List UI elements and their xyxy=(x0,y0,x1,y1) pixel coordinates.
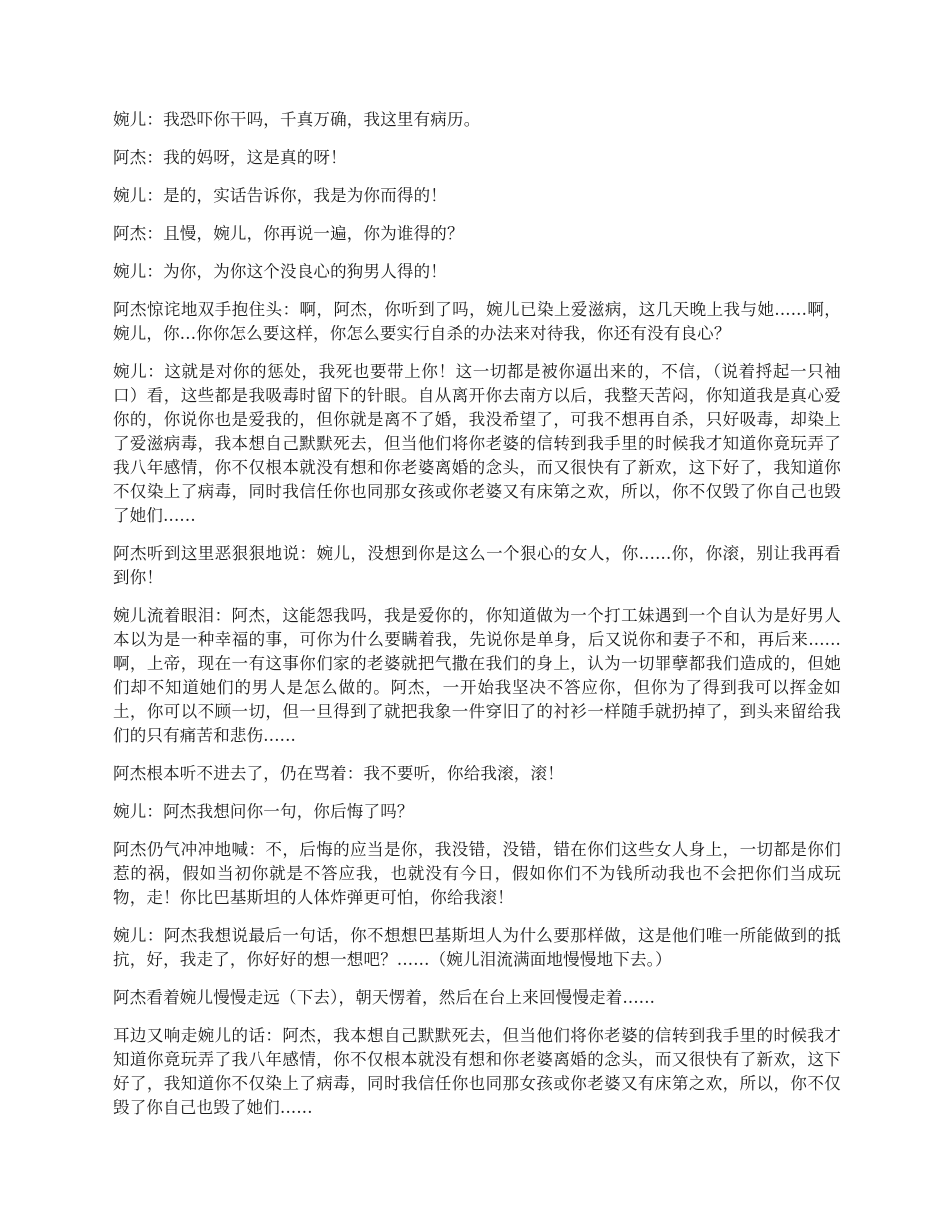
paragraph: 阿杰惊诧地双手抱住头：啊，阿杰，你听到了吗，婉儿已染上爱滋病，这几天晚上我与她......啊，婉儿，你...你你怎么要这样，你怎么要实行自杀的办法来对待我，你还有没有良心？ xyxy=(113,300,841,343)
paragraph: 婉儿：这就是对你的惩处，我死也要带上你！这一切都是被你逼出来的，不信，（说着捋起一只袖口）看，这些都是我吸毒时留下的针眼。自从离开你去南方以后，我整天苦闷，你知道我是真心爱你的，你说你也是爱我的，但你就是离不了婚，我没希望了，可我不想再自杀，只好吸毒，却染上了爱滋病毒，我本想自己默默死去，但当他们将你老婆的信转到我手里的时候我才知道你竟玩弄了我八年感情，你不仅根本就没有想和你老婆离婚的念头，而又很快有了新欢，这下好了，我知道你不仅染上了病毒，同时我信任你也同那女孩或你老婆又有床第之欢，所以，你不仅毁了你自己也毁了她们...... xyxy=(113,362,841,525)
paragraph: 婉儿：是的，实话告诉你，我是为你而得的！ xyxy=(113,186,447,205)
paragraph: 婉儿：为你，为你这个没良心的狗男人得的！ xyxy=(113,262,447,281)
paragraph: 阿杰听到这里恶狠狠地说：婉儿，没想到你是这么一个狠心的女人，你......你，你滚，别让我再看到你！ xyxy=(113,544,841,587)
paragraph: 婉儿：阿杰我想说最后一句话，你不想想巴基斯坦人为什么要那样做，这是他们唯一所能做到的抵抗，好，我走了，你好好的想一想吧？......（婉儿泪流满面地慢慢地下去。） xyxy=(113,926,841,969)
paragraph: 阿杰：且慢，婉儿，你再说一遍，你为谁得的？ xyxy=(113,224,464,243)
paragraph: 耳边又响走婉儿的话：阿杰，我本想自己默默死去，但当他们将你老婆的信转到我手里的时候我才知道你竟玩弄了我八年感情，你不仅根本就没有想和你老婆离婚的念头，而又很快有了新欢，这下好了，我知道你不仅染上了病毒，同时我信任你也同那女孩或你老婆又有床第之欢，所以，你不仅毁了你自己也毁了她们...... xyxy=(113,1026,841,1117)
paragraph: 阿杰根本听不进去了，仍在骂着：我不要听，你给我滚，滚！ xyxy=(113,764,564,783)
document-body xyxy=(113,108,841,1134)
paragraph: 婉儿流着眼泪：阿杰，这能怨我吗，我是爱你的，你知道做为一个打工妹遇到一个自认为是好男人本以为是一种幸福的事，可你为什么要瞒着我，先说你是单身，后又说你和妻子不和，再后来......啊，上帝，现在一有这事你们家的老婆就把气撒在我们的身上，认为一切罪孽都我们造成的，但她们却不知道她们的男人是怎么做的。阿杰，一开始我坚决不答应你，但你为了得到我可以挥金如土，你可以不顾一切，但一旦得到了就把我象一件穿旧了的衬衫一样随手就扔掉了，到头来留给我们的只有痛苦和悲伤...... xyxy=(113,606,841,745)
paragraph: 婉儿：我恐吓你干吗，千真万确，我这里有病历。 xyxy=(113,110,481,129)
paragraph: 阿杰：我的妈呀，这是真的呀！ xyxy=(113,148,347,167)
paragraph: 阿杰仍气冲冲地喊：不，后悔的应当是你，我没错，没错，错在你们这些女人身上，一切都是你们惹的祸，假如当初你就是不答应我，也就没有今日，假如你们不为钱所动我也不会把你们当成玩物，走！你比巴基斯坦的人体炸弹更可怕，你给我滚！ xyxy=(113,840,841,907)
paragraph: 婉儿：阿杰我想问你一句，你后悔了吗？ xyxy=(113,802,414,821)
paragraph: 阿杰看着婉儿慢慢走远（下去），朝天愣着，然后在台上来回慢慢走着...... xyxy=(113,988,656,1007)
